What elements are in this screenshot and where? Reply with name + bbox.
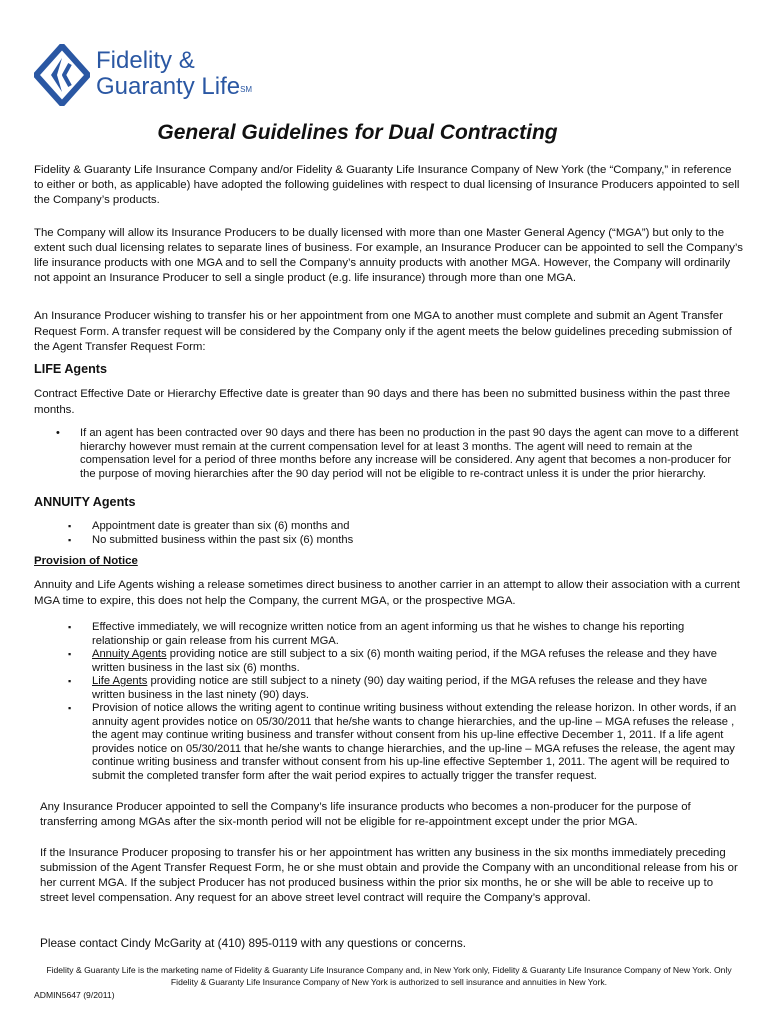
annuity-agents-list xyxy=(68,520,732,547)
list-item xyxy=(68,621,742,648)
list-item-text: providing notice are still subject to a six (6) month waiting period, if the MGA refuses the release and they have written business in the last six (6) months. xyxy=(92,648,717,674)
life-agents-heading: LIFE Agents xyxy=(34,362,107,376)
bullet-icon: ▪ xyxy=(68,703,72,713)
life-agents-text: Contract Effective Date or Hierarchy Effective date is greater than 90 days and there has been no submitted business within the past three months. xyxy=(34,388,731,416)
transfer-paragraph: An Insurance Producer wishing to transfer his or her appointment from one MGA to another must complete and submit an Agent Transfer Request Form. A transfer request will be considered by the Company only if the agent meets the below guidelines preceding submission of the Agent Transfer Request Form: xyxy=(34,310,732,353)
list-item xyxy=(68,675,742,702)
intro-paragraph: Fidelity & Guaranty Life Insurance Company and/or Fidelity & Guaranty Life Insurance Company of New York (the “Company,” in reference to either or both, as applicable) have adopted the following guidelines with respect to dual licensing of Insurance Producers appointed to sell the Company’s products. xyxy=(34,164,740,206)
footer-disclaimer: Fidelity & Guaranty Life is the marketing name of Fidelity & Guaranty Life Insurance Company and, in New York only, Fidelity & Guaranty Life Insurance Company of New York. Only Fidelity & Guaranty Life Insurance Company of New York is authorized to sell insurance and annuities in New York. xyxy=(46,964,732,987)
list-item-text: Effective immediately, we will recognize written notice from an agent informing us that he wishes to change his reporting relationship or gain release from his current MGA. xyxy=(92,621,685,647)
annuity-agents-link: Annuity Agents xyxy=(92,648,167,660)
bullet-icon: • xyxy=(56,427,60,439)
logo-line-2 xyxy=(96,74,252,100)
list-item xyxy=(68,648,742,675)
company-logo xyxy=(34,44,294,106)
provision-of-notice-list xyxy=(68,621,742,783)
list-item-text: If an agent has been contracted over 90 days and there has been no production in the past 90 days the agent can move to a different hierarchy however must remain at the current compensation level for at least 3 months. The agent will need to remain at the compensation level for a period of three months before any increase will be considered. Any agent that becomes a non-producer for the purpose of moving hierarchies after the 90 day period will not be eligible to re-contract unless it is under the prior hierarchy. xyxy=(80,427,739,480)
non-producer-paragraph: Any Insurance Producer appointed to sell the Company’s life insurance products who becomes a non-producer for the purpose of transferring among MGAs after the six-month period will not be eligible for re-appointment except under the prior MGA. xyxy=(40,801,691,828)
life-agents-list xyxy=(56,427,745,481)
list-item xyxy=(68,533,732,548)
bullet-icon: ▪ xyxy=(68,649,72,659)
list-item-text: Provision of notice allows the writing agent to continue writing business without extending the release horizon. In other words, if an annuity agent provides notice on 05/30/2011 that he/she wants to change hierarchies, and the up-line – MGA refuses the release , the agent may continue writing business and transfer without consent from his up-line effective December 1, 2011. If a life agent provides notice on 05/30/2011 that he/she wants to change hierarchies, and the up-line – MGA refuses the release, the agent may continue writing business and transfer without consent from his up-line effective September 1, 2011. The agent will be required to submit the completed transfer form after the wait period expires to actually trigger the transfer request. xyxy=(92,702,737,782)
logo-line-1: Fidelity & xyxy=(96,47,195,74)
life-agents-link: Life Agents xyxy=(92,675,148,687)
bullet-icon: ▪ xyxy=(68,521,72,531)
logo-guaranty: Guaranty xyxy=(96,73,195,100)
list-item xyxy=(56,427,745,481)
form-number: ADMIN5647 (9/2011) xyxy=(34,990,115,1000)
list-item-text: No submitted business within the past six (6) months xyxy=(92,533,354,546)
proposing-paragraph: If the Insurance Producer proposing to transfer his or her appointment has written any business in the six months immediately preceding submission of the Agent Transfer Request Form, he or she must obtain and provide the Company with an unconditional release from his or her current MGA. If the subject Producer has not produced business within the prior six months, he or she will be able to receive up to street level compensation. Any request for an above street level contract will require the Company’s approval. xyxy=(40,847,738,904)
provision-of-notice-text: Annuity and Life Agents wishing a release sometimes direct business to another carrier in an attempt to allow their association with a current MGA time to expire, this does not help the Company, the current MGA, or the prospective MGA. xyxy=(34,579,740,607)
bullet-icon: ▪ xyxy=(68,534,72,545)
provision-of-notice-heading: Provision of Notice xyxy=(34,555,138,567)
logo-mark-icon xyxy=(34,44,90,106)
list-item xyxy=(68,702,742,783)
list-item xyxy=(68,520,732,534)
annuity-agents-heading: ANNUITY Agents xyxy=(34,495,136,509)
list-item-text: Appointment date is greater than six (6) months and xyxy=(92,520,350,532)
logo-life: Life xyxy=(194,73,241,100)
contact-line: Please contact Cindy McGarity at (410) 895-0119 with any questions or concerns. xyxy=(40,936,466,950)
list-item-text: providing notice are still subject to a ninety (90) day waiting period, if the MGA refuses the release and they have written business in the last ninety (90) days. xyxy=(92,675,708,701)
logo-wordmark xyxy=(96,48,252,100)
bullet-icon: ▪ xyxy=(68,676,72,686)
dual-licensing-paragraph: The Company will allow its Insurance Producers to be dually licensed with more than one Master General Agency (“MGA”) but only to the extent such dual licensing relates to separate lines of business. For example, an Insurance Producer can be appointed to sell the Company’s life insurance products with one MGA and to sell the Company’s annuity products with another MGA. However, the Company will ordinarily not appoint an Insurance Producer to sell a single product (e.g. life insurance) through more than one MGA. xyxy=(34,227,743,284)
bullet-icon: ▪ xyxy=(68,622,72,632)
page-title: General Guidelines for Dual Contracting xyxy=(157,121,558,144)
logo-service-mark: SM xyxy=(240,85,253,94)
